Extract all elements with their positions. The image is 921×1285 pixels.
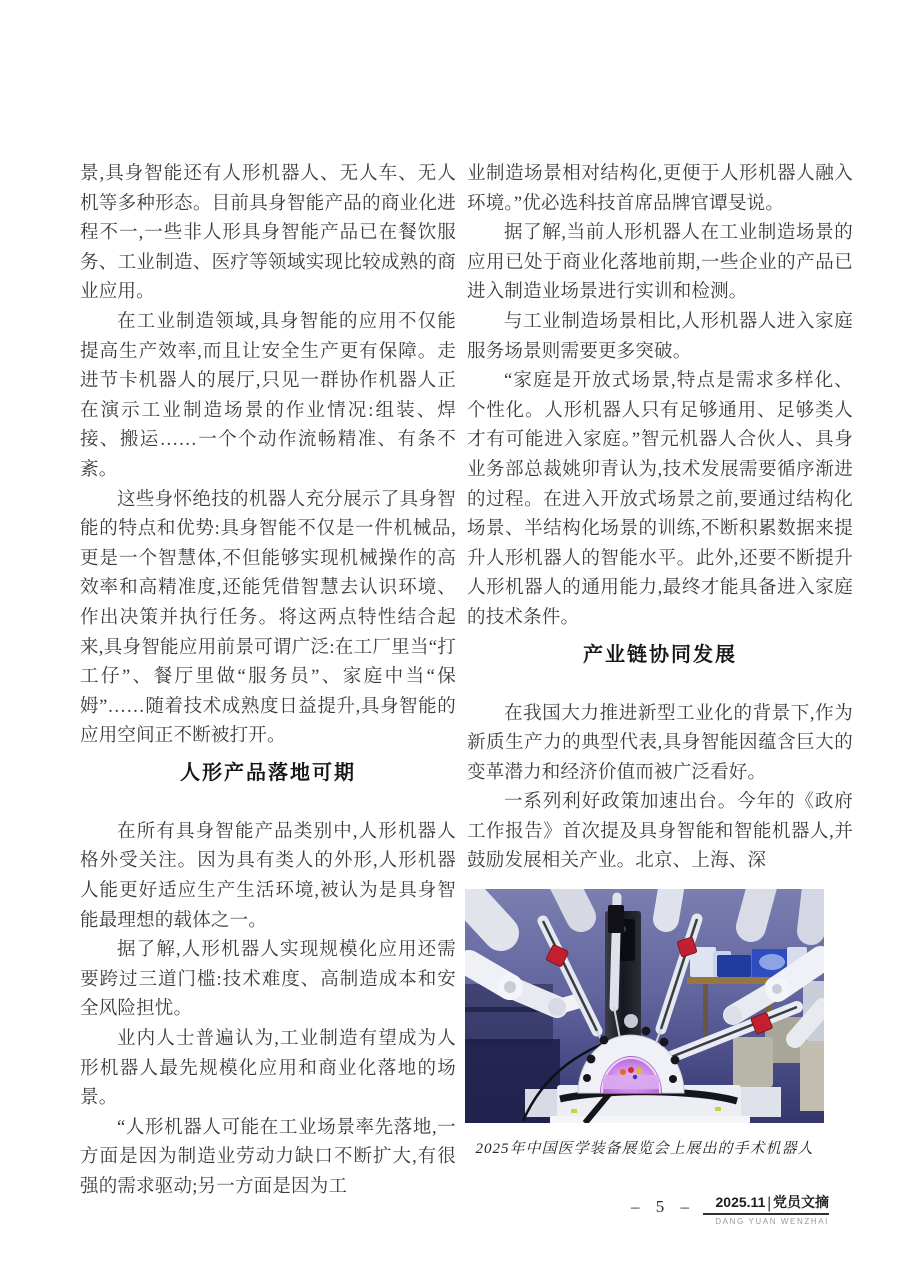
paragraph-embodied-forms: 景,具身智能还有人形机器人、无人车、无人机等多种形态。目前具身智能产品的商业化进程不一,一些非人形具身智能产品已在餐饮服务、工业制造、医疗等领域实现比较成熟的商业应用。 [80,164,456,303]
paragraph-quote-open-scene: “家庭是开放式场景,特点是需求多样化、个性化。人形机器人只有足够通用、足够类人才有可能进入家庭。”智元机器人合伙人、具身业务部总裁姚卯青认为,技术发展需要循序渐进的过程。在进入开放式场景之前,要通过结构化场景、半结构化场景的训练,不断积累数据来提升人形机器人的智能水平。此外,还要不断提升人形机器人的通用能力,最终才能具备进入家庭的技术条件。 [467,371,853,628]
paragraph-embodied-advantages: 这些身怀绝技的机器人充分展示了具身智能的特点和优势:具身智能不仅是一件机械品,更是一个智慧体,不但能够实现机械操作的高效率和高精准度,还能凭借智慧去认识环境、作出决策并执行任务。将这两点特性结合起来,具身智能应用前景可谓广泛:在工厂里当“打工仔”、餐厅里做“服务员”、家庭中当“保姆”……随着技术成熟度日益提升,具身智能的应用空间正不断被打开。 [80,489,456,747]
paragraph-humanoid-attention: 在所有具身智能产品类别中,人形机器人格外受关注。因为具有类人的外形,人形机器人能更好适应生产生活环境,被认为是具身智能最理想的载体之一。 [80,821,456,931]
right-column [467,160,853,1159]
paragraph-home-breakthrough: 与工业制造场景相比,人形机器人进入家庭服务场景则需要更多突破。 [467,311,853,362]
left-column [80,160,456,1203]
paragraph-three-thresholds: 据了解,人形机器人实现规模化应用还需要跨过三道门槛:技术难度、高制造成本和安全风险担忧。 [80,940,456,1020]
photo-caption: 2025年中国医学装备展览会上展出的手术机器人 [475,1141,814,1158]
section-heading-humanoid-products: 人形产品落地可期 [180,761,356,784]
magazine-name: 党员文摘 [773,1194,829,1210]
paragraph-commercial-early-stage: 据了解,当前人形机器人在工业制造场景的应用已处于商业化落地前期,一些企业的产品已进入制造业场景进行实训和检测。 [467,223,853,303]
surgical-robot-photo [465,889,824,1123]
magazine-name-pinyin: DANG YUAN WENZHAI [715,1217,829,1226]
paragraph-industrial-demo: 在工业制造领域,具身智能的应用不仅能提高生产效率,而且让安全生产更有保障。走进节卡机器人的展厅,只见一群协作机器人正在演示工业制造场景的作业情况:组装、焊接、搬运……一个个动作流畅精准、有条不紊。 [80,311,456,480]
paragraph-new-industrialization: 在我国大力推进新型工业化的背景下,作为新质生产力的典型代表,具身智能因蕴含巨大的变革潜力和经济价值而被广泛看好。 [467,703,853,783]
page-footer [0,1192,921,1252]
paragraph-industry-consensus: 业内人士普遍认为,工业制造有望成为人形机器人最先规模化应用和商业化落地的场景。 [80,1029,456,1109]
paragraph-quote-structured-scene: 业制造场景相对结构化,更便于人形机器人融入环境。”优必选科技首席品牌官谭旻说。 [467,164,853,214]
paragraph-quote-industrial-first: “人形机器人可能在工业场景率先落地,一方面是因为制造业劳动力缺口不断扩大,有很强的需求驱动;另一方面是因为工 [80,1117,456,1197]
page-number: – 5 – [631,1197,695,1216]
issue-date: 2025.11 [715,1194,766,1210]
paragraph-policy-support: 一系列利好政策加速出台。今年的《政府工作报告》首次提及具身智能和智能机器人,并鼓励发展相关产业。北京、上海、深 [467,792,853,872]
issue-separator: | [767,1192,771,1212]
magazine-issue-title [703,1192,829,1215]
section-heading-industry-chain: 产业链协同发展 [583,643,737,666]
magazine-brand [703,1192,829,1226]
surgical-robot-figure [465,889,824,1159]
